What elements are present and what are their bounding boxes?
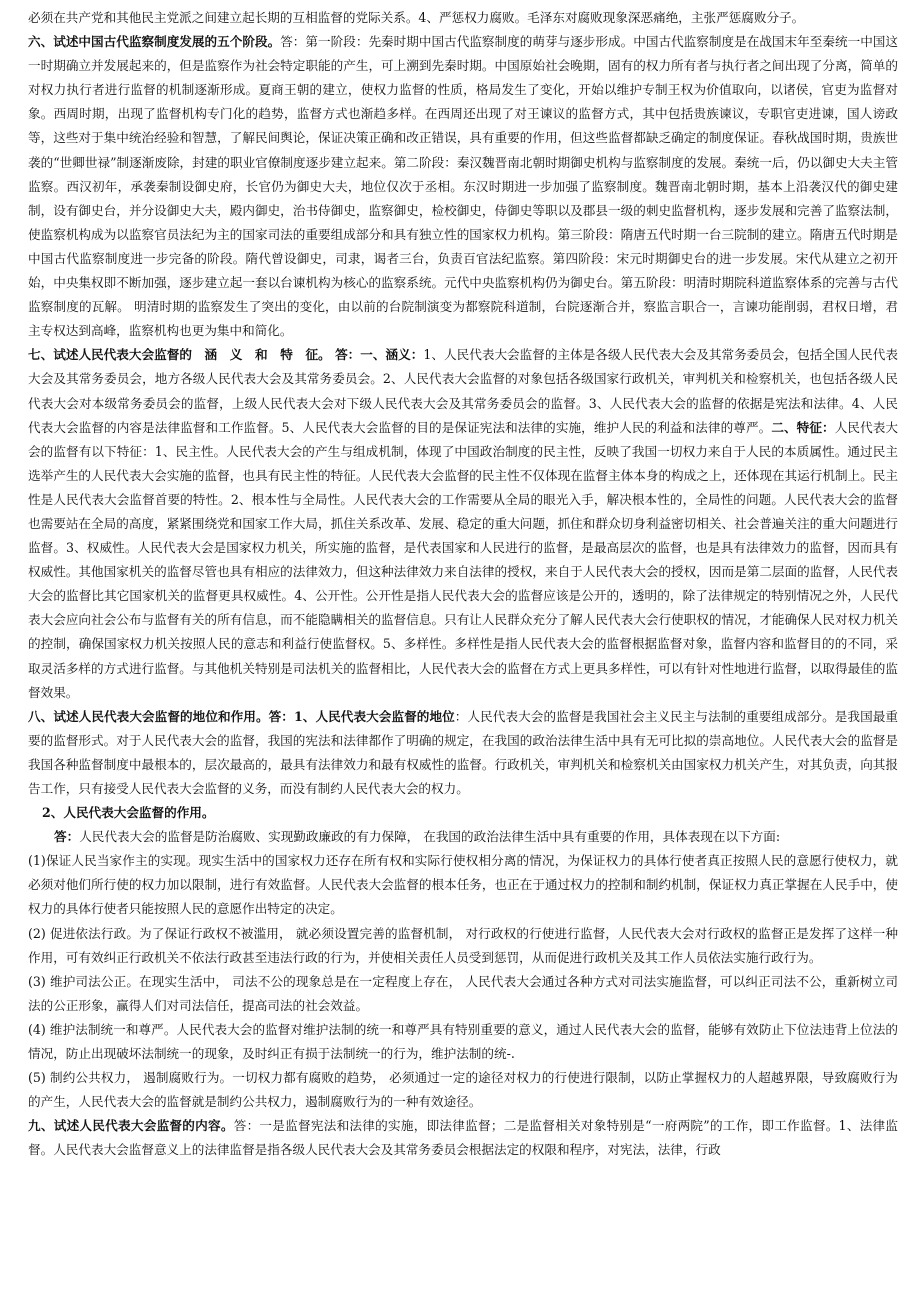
text-segment: 必须在共产党和其他民主党派之间建立起长期的互相监督的党际关系。4、严惩权力腐败。毛泽东对腐败现象深恶痛绝，主张严惩腐败分子。 [28,10,805,25]
role-item-1 [28,849,898,921]
role-item-3 [28,970,898,1018]
section-six [28,30,898,343]
section-eight-heading: 八、试述人民代表大会监督的地位和作用。 [28,708,269,724]
section-eight-role-subheading [28,801,898,825]
section-six-heading: 六、试述中国古代监察制度发展的五个阶段。 [28,34,281,50]
section-seven-heading: 七、试述人民代表大会监督的 涵 义 和 特 征。 答：一、涵义： [28,347,424,363]
section-eight-role-intro [28,825,898,849]
role-item-5 [28,1066,898,1114]
role-item-text: (1)保证人民当家作主的实现。现实生活中的国家权力还存在所有权和实际行使权相分离的情况，为保证权力的具体行使者真正按照人民的意愿行使权力，就必须对他们所行使的权力加以限制，进行有效监督。人民代表大会监督的根本任务，也正在于通过权力的控制和制约机制，保证权力真正掌握在人民手中，使权力的具体行使者只能按照人民的意愿作出特定的决定。 [28,853,898,917]
role-subheading-text: 2、人民代表大会监督的作用。 [42,805,215,821]
role-intro-body: 人民代表大会的监督是防治腐败、实现勤政廉政的有力保障， 在我国的政治法律生活中具有重要的作用，具体表现在以下方面: [79,829,781,845]
section-seven [28,343,898,704]
section-nine-heading: 九、试述人民代表大会监督的内容。 [28,1118,234,1134]
section-eight [28,705,898,801]
paragraph-p0 [28,6,898,30]
answer-label: 答： [54,829,80,845]
section-eight-status-label: 答：1、人民代表大会监督的地位 [268,708,455,724]
section-six-body: 答：第一阶段：先秦时期中国古代监察制度的萌芽与逐步形成。中国古代监察制度是在战国末年至秦统一中国这一时期确立并发展起来的，但是监察作为社会特定职能的产生，可上溯到先秦时期。中国原始社会晚期，固有的权力所有者与执行者之间出现了分离，简单的对权力执行者进行监督的机制逐渐形成。夏商王朝的建立，使权力监督的性质，格局发生了变化，开始以维护专制王权为价值取向，以诸侯，官吏为监督对象。西周时期，出现了监督机构专门化的趋势，监督方式也渐趋多样。在西周还出现了对王谏议的监督方式，其中包括贵族谏议，专职官吏进谏，国人谤政等，这些对于集中统治经验和智慧，了解民间舆论，保证决策正确和改正错误，具有重要的作用，但这些监督都缺乏确定的制度保证。春秋战国时期，贵族世袭的“世卿世禄”制逐渐废除，封建的职业官僚制度逐步建立起来。第二阶段：秦汉魏晋南北朝时期御史机构与监察制度的发展。秦统一后，仍以御史大夫主管监察。西汉初年，承袭秦制设御史府，长官仍为御史大夫，地位仅次于丞相。东汉时期进一步加强了监察制度。魏晋南北朝时期，基本上沿袭汉代的御史建制，设有御史台，并分设御史大夫，殿内御史，治书侍御史，监察御史，检校御史，侍御史等职以及郡县一级的刺史监督机构，逐步发展和完善了监察法制，使监察机构成为以监察官员法纪为主的国家司法的重要组成部分和具有独立性的国家权力机构。第三阶段：隋唐五代时期一台三院制的建立。隋唐五代时期是中国古代监察制度进一步完备的阶段。隋代曾设御史，司隶，谒者三台，负责百官法纪监察。第四阶段：宋元时期御史台的进一步发展。宋代从建立之初开始，中央集权即不断加强，逐步建立起一套以台谏机构为核心的监察系统。元代中央监察机构仍为御史台。第五阶段：明清时期院科道监察体系的完善与古代监察制度的瓦解。 明清时期的监察发生了突出的变化，由以前的台院制演变为都察院科道制，台院逐渐合并，察监言职合一，言谏功能削弱，君权日增，君主专权达到高峰，监察机构也更为集中和简化。 [28,34,899,339]
section-nine-body: 答：一是监督宪法和法律的实施，即法律监督；二是监督相关对象特别是“一府两院”的工作，即工作监督。1、法律监督。人民代表大会监督意义上的法律监督是指各级人民代表大会及其常务委员会根据法定的权限和程序，对宪法，法律，行政 [28,1118,899,1158]
role-item-text: (5) 制约公共权力， 遏制腐败行为。一切权力都有腐败的趋势， 必须通过一定的途径对权力的行使进行限制，以防止掌握权力的人超越界限，导致腐败行为的产生，人民代表大会的监督就是制约公共权力，遏制腐败行为的一种有效途径。 [28,1070,898,1110]
section-seven-features-body: 人民代表大会的监督有以下特征：1、民主性。人民代表大会的产生与组成机制，体现了中国政治制度的民主性，反映了我国一切权力来自于人民的本质属性。通过民主选举产生的人民代表大会实施的监督，也具有民主性的特征。人民代表大会监督的民主性不仅体现在监督主体本身的构成之上，还体现在其运行机制上。民主性是人民代表大会监督首要的特性。2、根本性与全局性。人民代表大会的工作需要从全局的眼光入手，解决根本性的，全局性的问题。人民代表大会的监督也需要站在全局的高度，紧紧围绕党和国家工作大局，抓住关系改革、发展、稳定的重大问题，抓住和群众切身利益密切相关、社会普遍关注的重大问题进行监督。3、权威性。人民代表大会是国家权力机关，所实施的监督，是代表国家和人民进行的监督，是最高层次的监督，也是具有法律效力的监督，因而具有权威性。其他国家机关的监督尽管也具有相应的法律效力，但这种法律效力来自法律的授权，来自于人民代表大会的授权，因而是第二层面的监督，人民代表大会的监督比其它国家机关的监督更具权威性。4、公开性。公开性是指人民代表大会的监督应该是公开的，透明的，除了法律规定的特别情况之外，人民代表大会应向社会公布与监督有关的所有信息，而不能隐瞒相关的监督信息。只有让人民群众充分了解人民代表大会行使职权的情况，才能确保人民对权力机关的控制，确保国家权力机关按照人民的意志和利益行使监督权。5、多样性。多样性是指人民代表大会的监督根据监督对象，监督内容和监督目的的不同，采取灵活多样的方式进行监督。与其他机关特别是司法机关的监督相比，人民代表大会的监督在方式上更具多样性，可以有针对性地进行监督，以取得最佳的监督效果。 [28,419,899,700]
section-seven-features-label: 二、特征： [771,419,835,435]
section-eight-status-body: ：人民代表大会的监督是我国社会主义民主与法制的重要组成部分。是我国最重要的监督形式。对于人民代表大会的监督，我国的宪法和法律都作了明确的规定，在我国的政治法律生活中具有无可比拟的崇高地位。人民代表大会的监督是我国各种监督制度中最根本的，层次最高的，最具有法律效力和最有权威性的监督。行政机关，审判机关和检察机关由国家权力机关产生，对其负责，向其报告工作，只有接受人民代表大会监督的义务，而没有制约人民代表大会的权力。 [28,708,899,796]
role-item-text: (4) 维护法制统一和尊严。人民代表大会的监督对维护法制的统一和尊严具有特别重要的意义，通过人民代表大会的监督，能够有效防止下位法违背上位法的情况，防止出现破坏法制统一的现象，及时纠正有损于法制统一的行为，维护法制的统-. [28,1021,898,1062]
section-nine [28,1114,898,1162]
role-item-text: (3) 维护司法公正。在现实生活中， 司法不公的现象总是在一定程度上存在， 人民代表大会通过各种方式对司法实施监督，可以纠正司法不公，重新树立司法的公正形象，赢得人们对司法信任，提高司法的社会效益。 [28,973,898,1013]
role-item-4 [28,1018,898,1066]
section-seven-meaning-body: 1、人民代表大会监督的主体是各级人民代表大会及其常务委员会，包括全国人民代表大会及其常务委员会，地方各级人民代表大会及其常务委员会。2、人民代表大会监督的对象包括各级国家行政机关，审判机关和检察机关，也包括各级人民代表大会对本级常务委员会的监督，上级人民代表大会对下级人民代表大会及其常务委员会的监督。3、人民代表大会的监督的依据是宪法和法律。4、人民代表大会监督的内容是法律监督和工作监督。5、人民代表大会监督的目的是保证宪法和法律的实施，维护人民的利益和法律的尊严。 [28,347,898,435]
role-item-2 [28,922,898,970]
role-item-text: (2) 促进依法行政。为了保证行政权不被滥用， 就必须设置完善的监督机制， 对行政权的行使进行监督，人民代表大会对行政权的监督正是发挥了这样一种作用，可有效纠正行政机关不依法行政甚至违法行政的行为，并使相关责任人员受到惩罚，从而促进行政机关及其工作人员依法实施行政行为。 [28,925,898,965]
